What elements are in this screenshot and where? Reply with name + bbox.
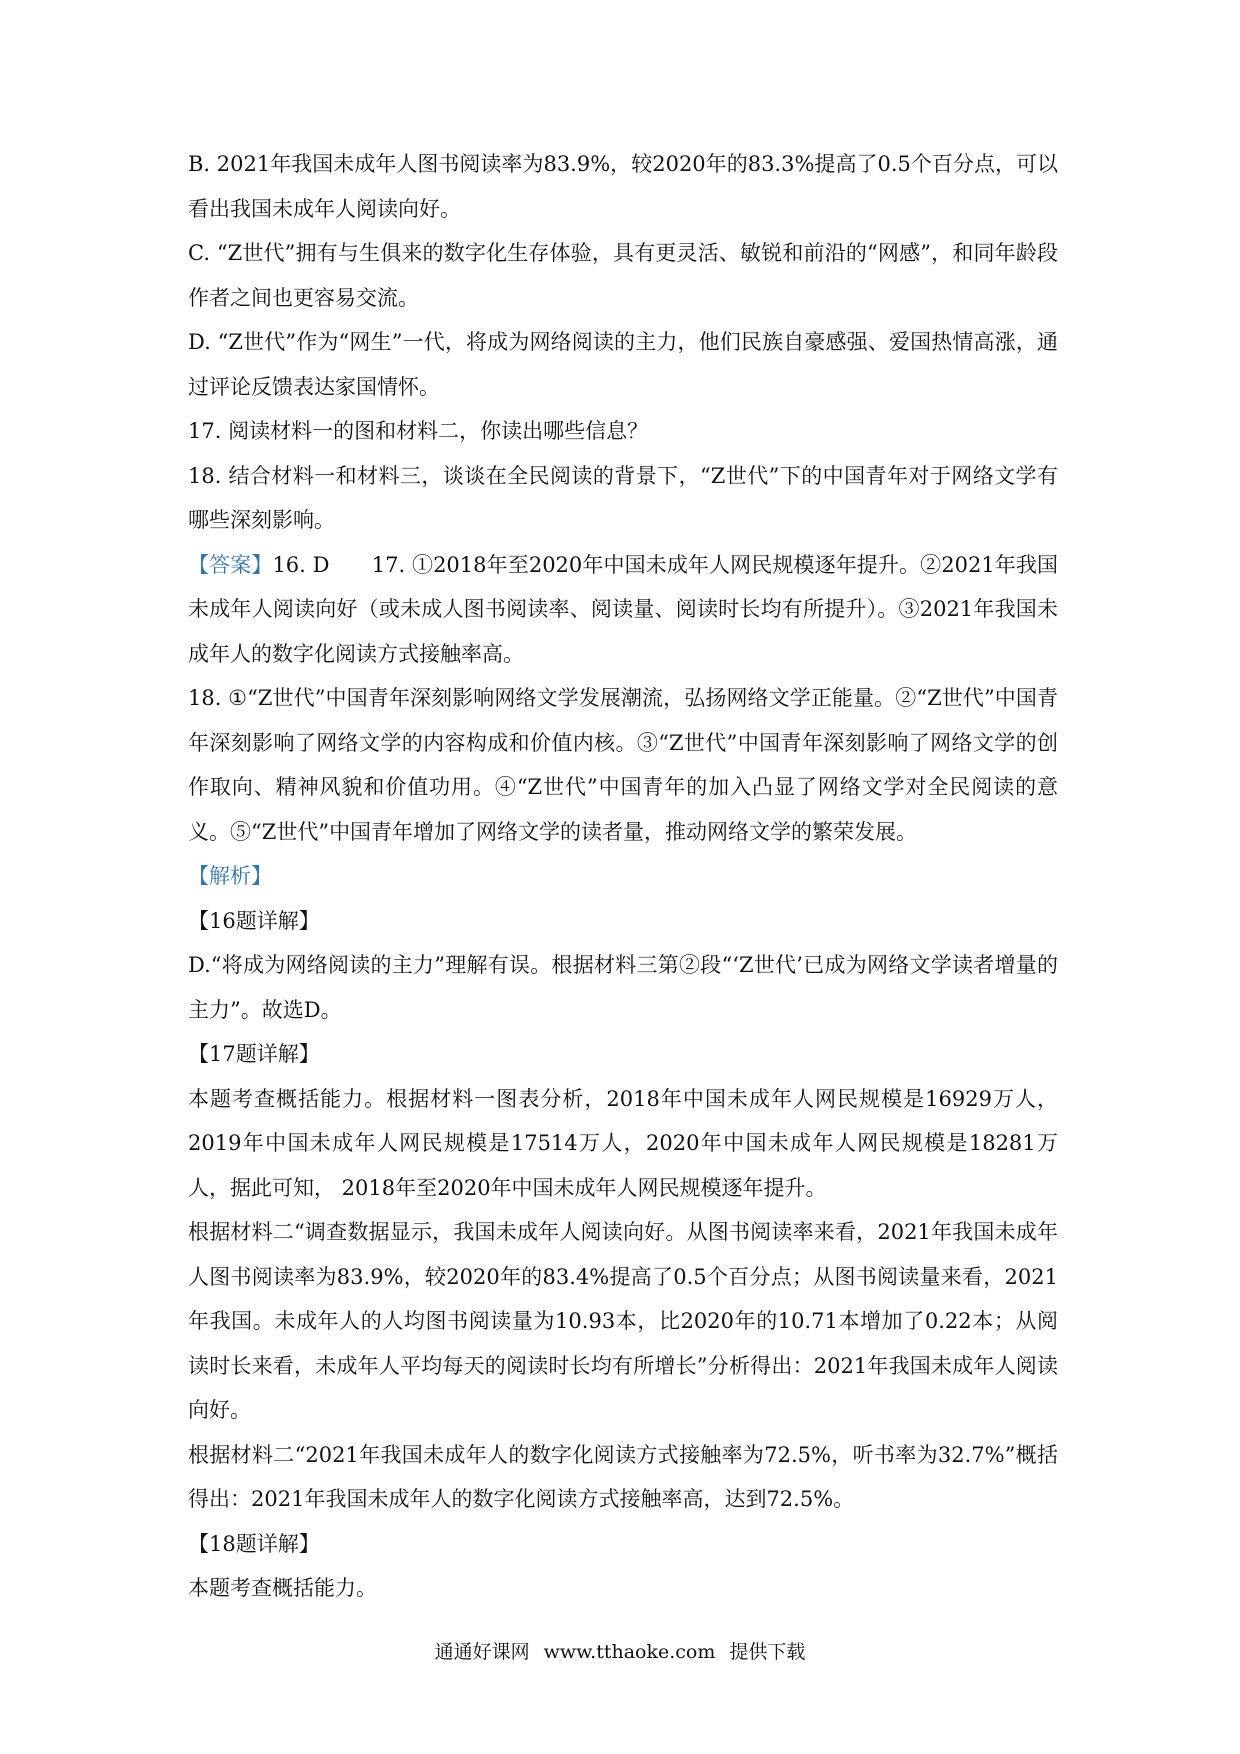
paragraph <box>188 854 1058 899</box>
paragraph-text: D.“将成为网络阅读的主力”理解有误。根据材料三第②段“‘Z世代’已成为网络文学读者增量的主力”。故选D。 <box>188 953 1058 1022</box>
paragraph-text: 本题考查概括能力。根据材料一图表分析，2018年中国未成年人网民规模是16929万人，2019年中国未成年人网民规模是17514万人，2020年中国未成年人网民规模是18281万人，据此可知， 2018年至2020年中国未成年人网民规模逐年提升。 <box>188 1086 1058 1200</box>
paragraph <box>188 320 1058 409</box>
footer-url[interactable]: www.tthaoke.com <box>543 1641 716 1663</box>
section-marker: 【解析】 <box>188 864 272 888</box>
paragraph-text: 17. 阅读材料一的图和材料二，你读出哪些信息？ <box>188 419 649 443</box>
document-body <box>188 142 1058 1611</box>
paragraph-text: B. 2021年我国未成年人图书阅读率为83.9%，较2020年的83.3%提高了0.5个百分点，可以看出我国未成年人阅读向好。 <box>188 152 1058 221</box>
paragraph <box>188 142 1058 231</box>
paragraph <box>188 943 1058 1032</box>
paragraph-text: 根据材料二“2021年我国未成年人的数字化阅读方式接触率为72.5%，听书率为32.7%”概括得出：2021年我国未成年人的数字化阅读方式接触率高，达到72.5%。 <box>188 1442 1058 1511</box>
paragraph <box>188 1433 1058 1522</box>
paragraph <box>188 1210 1058 1433</box>
paragraph-text: 【16题详解】 <box>188 908 320 933</box>
paragraph <box>188 1566 1058 1611</box>
paragraph-text: 16. D 17. ①2018年至2020年中国未成年人网民规模逐年提升。②2021年我国未成年人阅读向好（或未成人图书阅读率、阅读量、阅读时长均有所提升）。③2021年我国未成年人的数字化阅读方式接触率高。 <box>188 552 1059 666</box>
paragraph <box>188 1077 1058 1211</box>
paragraph-text: 18. 结合材料一和材料三，谈谈在全民阅读的背景下，“Z世代”下的中国青年对于网络文学有哪些深刻影响。 <box>188 463 1058 532</box>
paragraph-text: 【17题详解】 <box>188 1042 320 1066</box>
paragraph-text: C. “Z世代”拥有与生俱来的数字化生存体验，具有更灵活、敏锐和前沿的“网感”，和同年龄段作者之间也更容易交流。 <box>188 241 1058 310</box>
paragraph <box>188 1032 1058 1077</box>
paragraph <box>188 899 1058 944</box>
footer-suffix: 提供下载 <box>729 1641 806 1663</box>
paragraph-text: 根据材料二“调查数据显示，我国未成年人阅读向好。从图书阅读率来看，2021年我国未成年人图书阅读率为83.9%，较2020年的83.4%提高了0.5个百分点；从图书阅读量来看，2021年我国。未成年人的人均图书阅读量为10.93本，比2020年的10.71本增加了0.22本；从阅读时长来看，未成年人平均每天的阅读时长均有所增长”分析得出：2021年我国未成年人阅读向好。 <box>188 1220 1058 1422</box>
paragraph <box>188 1522 1058 1567</box>
section-marker: 【答案】 <box>188 552 273 577</box>
paragraph-text: D. “Z世代”作为“网生”一代，将成为网络阅读的主力，他们民族自豪感强、爱国热情高涨，通过评论反馈表达家国情怀。 <box>188 330 1058 399</box>
paragraph <box>188 676 1058 854</box>
paragraph-text: 【18题详解】 <box>188 1531 320 1556</box>
paragraph <box>188 543 1058 677</box>
paragraph <box>188 231 1058 320</box>
paragraph <box>188 454 1058 543</box>
page-footer <box>0 1637 1240 1664</box>
paragraph-text: 18. ①“Z世代”中国青年深刻影响网络文学发展潮流，弘扬网络文学正能量。②“Z世代”中国青年深刻影响了网络文学的内容构成和价值内核。③“Z世代”中国青年深刻影响了网络文学的创作取向、精神风貌和价值功用。④“Z世代”中国青年的加入凸显了网络文学对全民阅读的意义。⑤“Z世代”中国青年增加了网络文学的读者量，推动网络文学的繁荣发展。 <box>188 686 1058 844</box>
footer-site-name: 通通好课网 <box>434 1641 530 1663</box>
paragraph <box>188 409 1058 454</box>
paragraph-text: 本题考查概括能力。 <box>188 1576 377 1600</box>
